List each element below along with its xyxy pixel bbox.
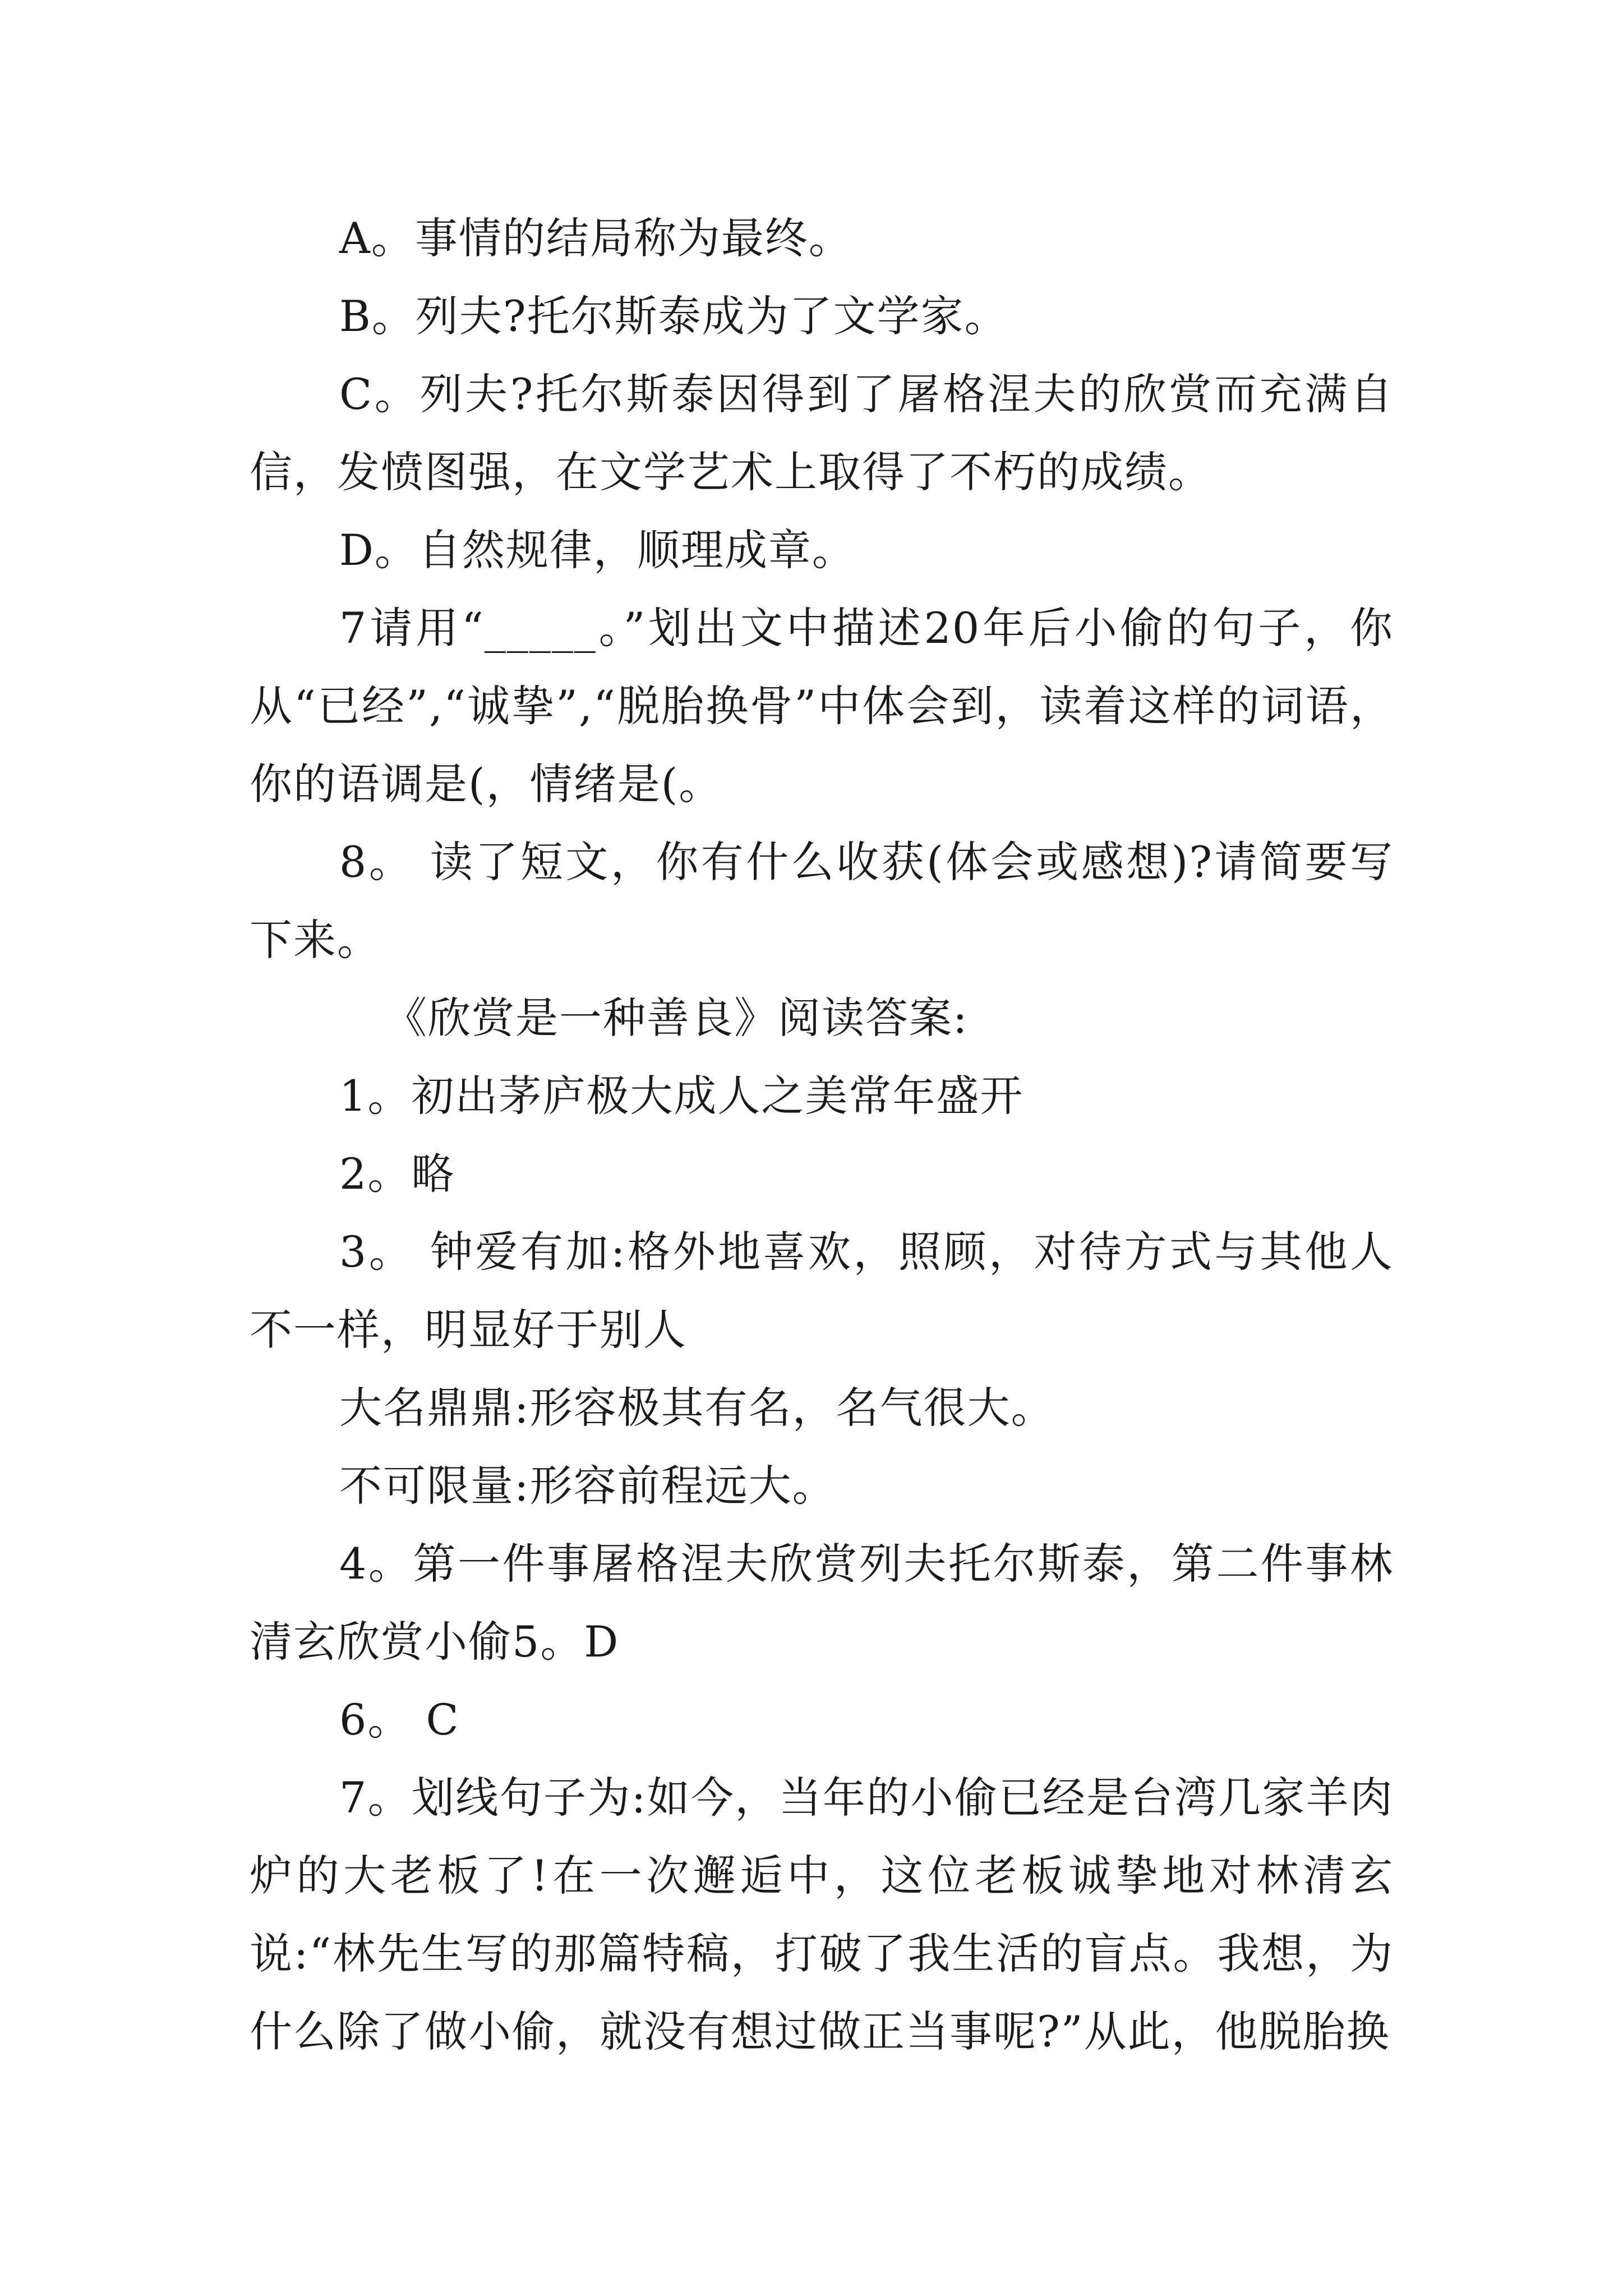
paragraph-question-7: 7请用“_____。”划出文中描述20年后小偷的句子，你从“已经”,“诚挚”,“脱胎换骨”中体会到，读着这样的词语，你的语调是(，情绪是(。 <box>250 603 1394 809</box>
paragraph-answer-3-term-3: 不可限量:形容前程远大。 <box>339 1461 836 1511</box>
paragraph-question-8: 8。 读了短文，你有什么收获(体会或感想)?请简要写下来。 <box>250 837 1394 965</box>
paragraph-option-a: A。事情的结局称为最终。 <box>339 213 852 263</box>
answer-section-title: 《欣赏是一种善良》阅读答案: <box>384 993 969 1043</box>
paragraph-option-d: D。自然规律，顺理成章。 <box>339 525 856 575</box>
paragraph-answer-7: 7。划线句子为:如今，当年的小偷已经是台湾几家羊肉炉的大老板了!在一次邂逅中，这位老板诚挚地对林清玄说:“林先生写的那篇特稿，打破了我生活的盲点。我想，为什么除了做小偷，就没有想过做正当事呢?”从此，他脱胎换 <box>250 1773 1394 2056</box>
paragraph-answer-6: 6。 C <box>339 1695 460 1745</box>
document-body <box>250 199 1394 2070</box>
paragraph-answer-3: 3。 钟爱有加:格外地喜欢，照顾，对待方式与其他人不一样，明显好于别人 <box>250 1227 1394 1355</box>
paragraph-answer-1: 1。初出茅庐极大成人之美常年盛开 <box>339 1071 1024 1121</box>
paragraph-answer-3-term-2: 大名鼎鼎:形容极其有名，名气很大。 <box>339 1383 1055 1433</box>
paragraph-option-c: C。列夫?托尔斯泰因得到了屠格涅夫的欣赏而充满自信，发愤图强，在文学艺术上取得了不朽的成绩。 <box>250 369 1394 497</box>
paragraph-option-b: B。列夫?托尔斯泰成为了文学家。 <box>339 291 1008 341</box>
paragraph-answer-2: 2。略 <box>339 1149 455 1199</box>
paragraph-answer-4-5: 4。第一件事屠格涅夫欣赏列夫托尔斯泰，第二件事林清玄欣赏小偷5。D <box>250 1539 1394 1667</box>
